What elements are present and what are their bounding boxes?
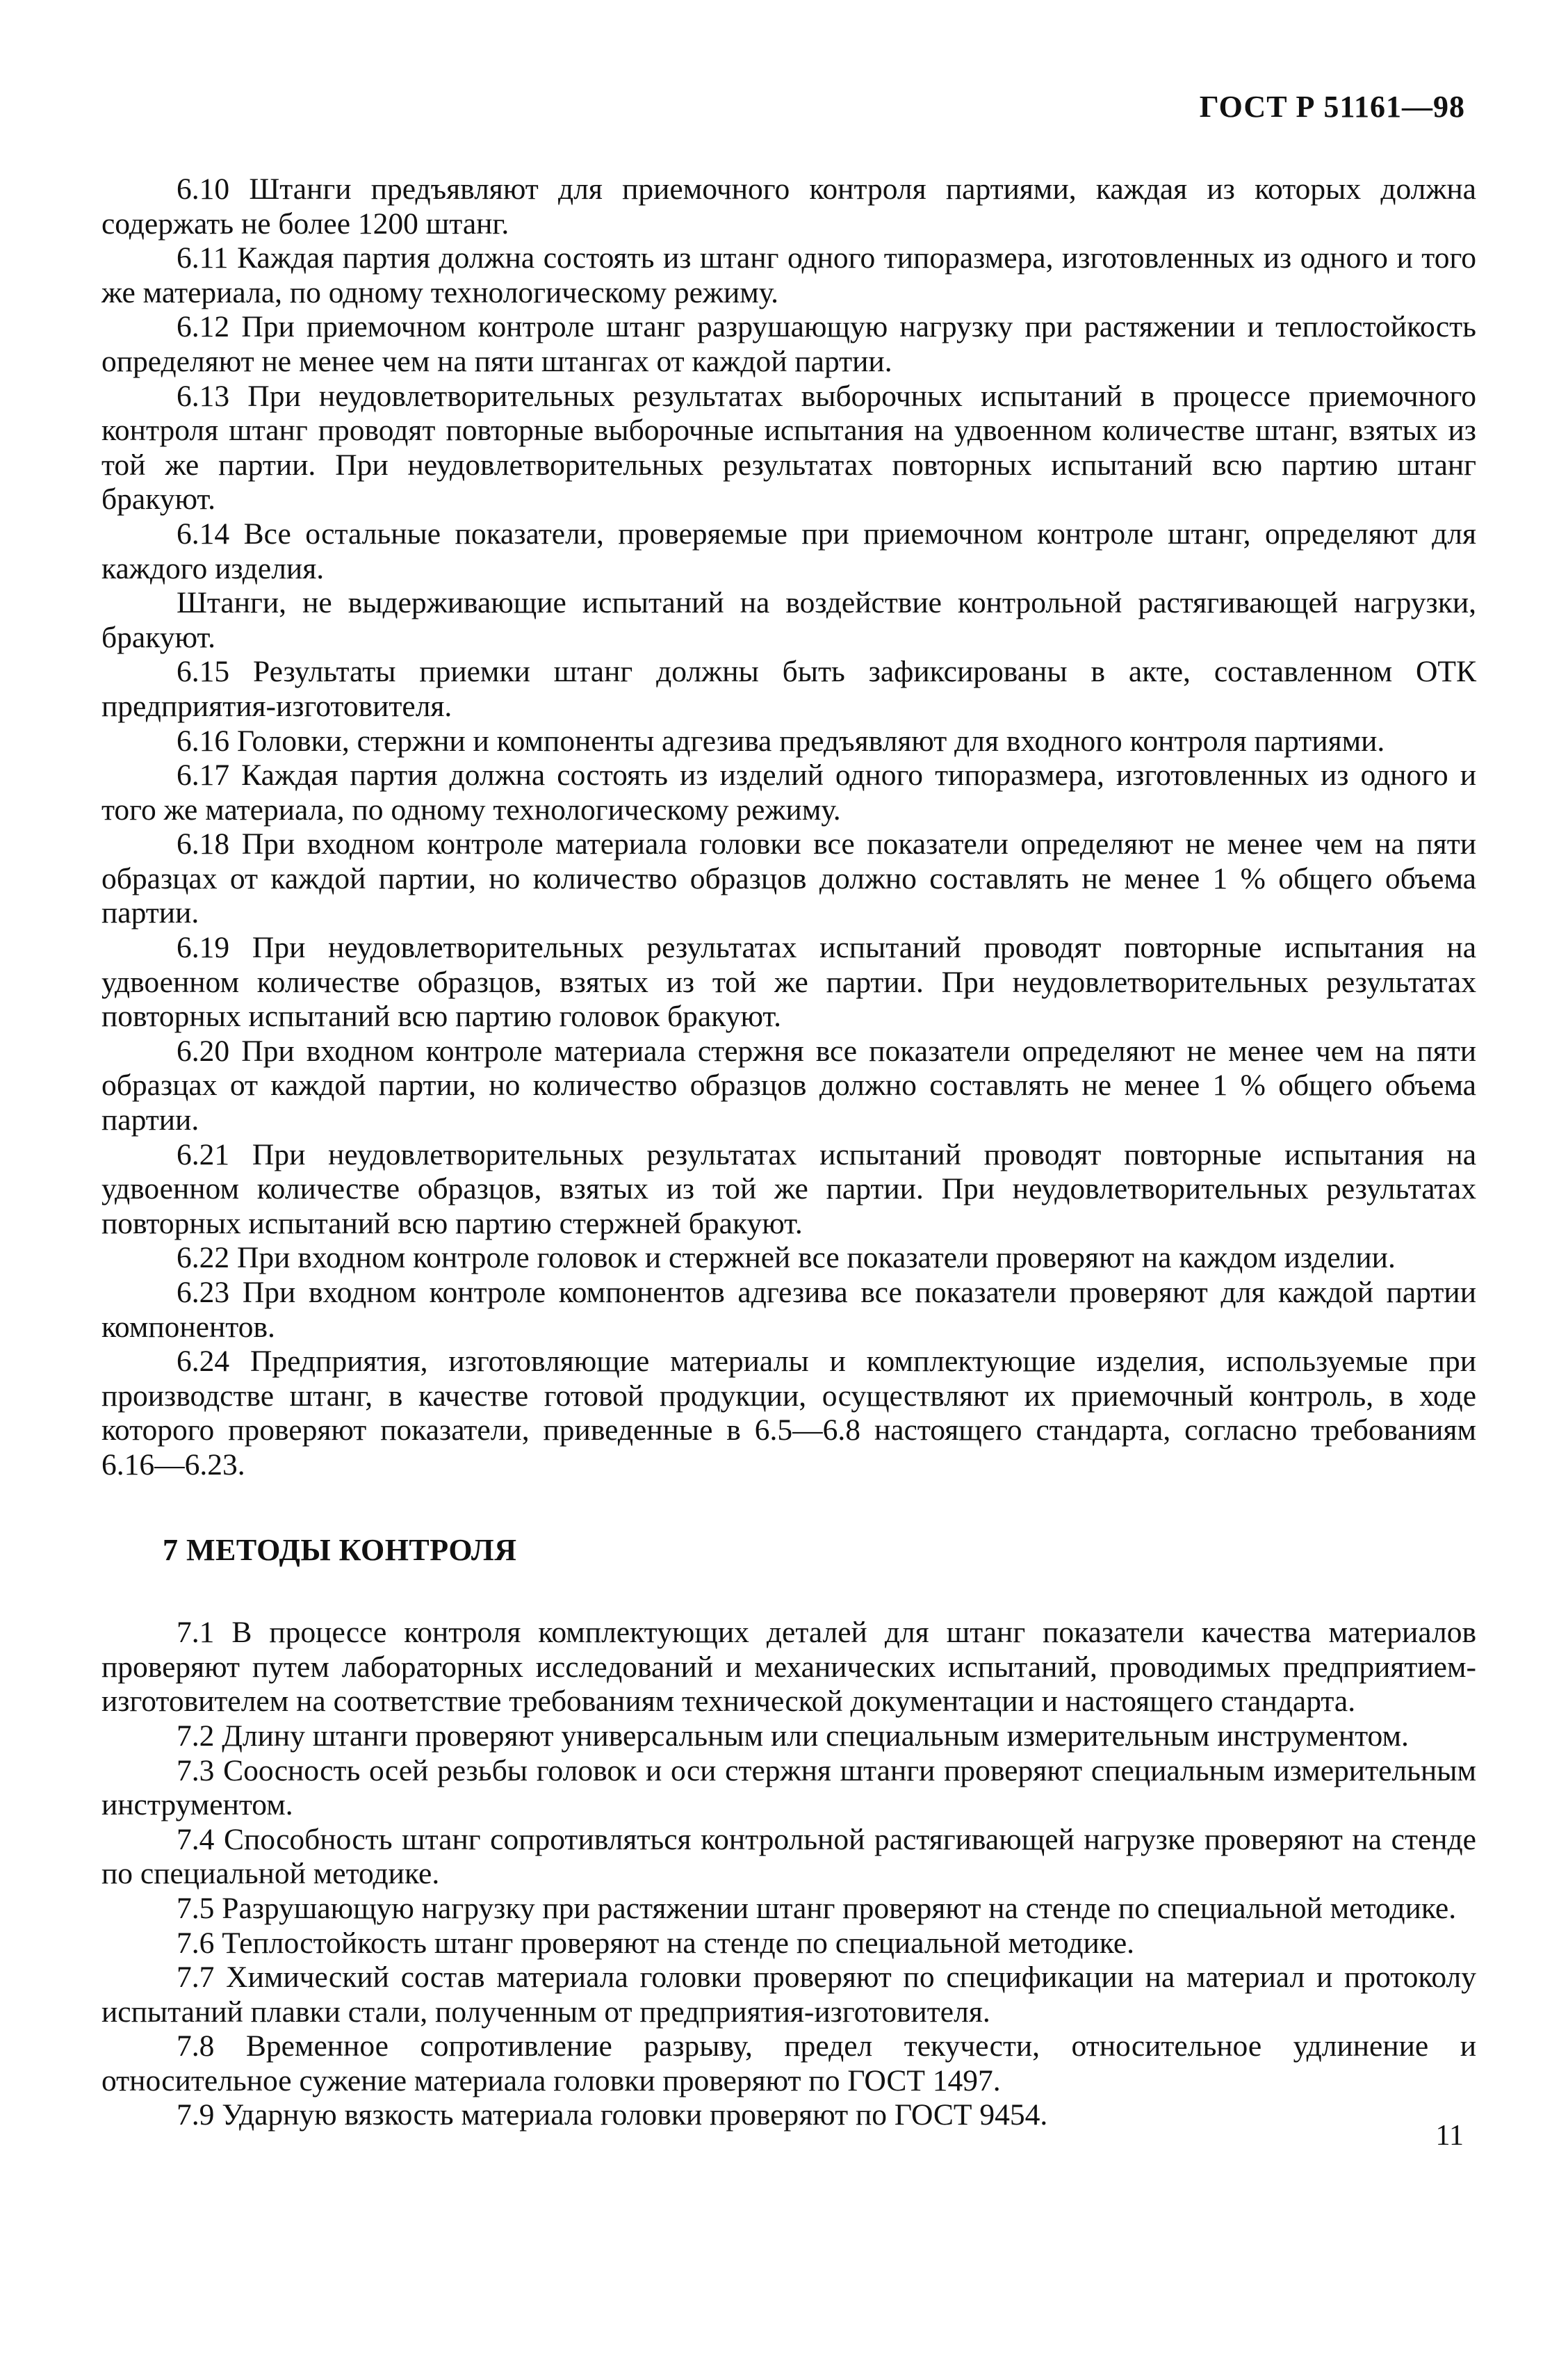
- paragraph-6-22: 6.22 При входном контроле головок и стержней все показатели проверяют на каждом изделии.: [177, 1241, 1396, 1275]
- paragraph-7-4: 7.4 Способность штанг сопротивляться контрольной растягивающей нагрузке проверяют на стенде по специальной методике.: [101, 1822, 1476, 1891]
- paragraph-6-16: 6.16 Головки, стержни и компоненты адгезива предъявляют для входного контроля партиями.: [177, 724, 1385, 758]
- paragraph-6-13: 6.13 При неудовлетворительных результатах выборочных испытаний в процессе приемочного контроля штанг проводят повторные выборочные испытания на удвоенном количестве штанг, взятых из той же партии. При неудовлетворительных результатах повторных испытаний всю партию штанг бракуют.: [101, 379, 1476, 517]
- paragraph-6-12: 6.12 При приемочном контроле штанг разрушающую нагрузку при растяжении и теплостойкость определяют не менее чем на пяти штангах от каждой партии.: [101, 310, 1476, 378]
- paragraph-6-23: 6.23 При входном контроле компонентов адгезива все показатели проверяют для каждой партии компонентов.: [101, 1276, 1476, 1344]
- paragraph-7-9: 7.9 Ударную вязкость материала головки проверяют по ГОСТ 9454.: [177, 2098, 1048, 2132]
- document-header: ГОСТ Р 51161—98: [1199, 90, 1465, 124]
- paragraph-7-5: 7.5 Разрушающую нагрузку при растяжении штанг проверяют на стенде по специальной методике.: [177, 1891, 1457, 1925]
- paragraph-6-15: 6.15 Результаты приемки штанг должны быть зафиксированы в акте, составленном ОТК предприятия-изготовителя.: [101, 655, 1476, 723]
- paragraph-7-3: 7.3 Соосность осей резьбы головок и оси стержня штанги проверяют специальным измерительным инструментом.: [101, 1753, 1476, 1822]
- paragraph-6-18: 6.18 При входном контроле материала головки все показатели определяют не менее чем на пяти образцах от каждой партии, но количество образцов должно составлять не менее 1 % общего объема партии.: [101, 827, 1476, 930]
- paragraph-7-6: 7.6 Теплостойкость штанг проверяют на стенде по специальной методике.: [177, 1926, 1135, 1960]
- paragraph-7-1: 7.1 В процессе контроля комплектующих деталей для штанг показатели качества материалов проверяют путем лабораторных исследований и механических испытаний, проводимых предприятием-изготовителем на соответствие требованиям технической документации и настоящего стандарта.: [101, 1616, 1476, 1719]
- paragraph-7-2: 7.2 Длину штанги проверяют универсальным или специальным измерительным инструментом.: [177, 1719, 1409, 1753]
- page-number: 11: [1435, 2120, 1464, 2152]
- paragraph-6-20: 6.20 При входном контроле материала стержня все показатели определяют не менее чем на пяти образцах от каждой партии, но количество образцов должно составлять не менее 1 % общего объема партии.: [101, 1034, 1476, 1137]
- paragraph-6-19: 6.19 При неудовлетворительных результатах испытаний проводят повторные испытания на удвоенном количестве образцов, взятых из той же партии. При неудовлетворительных результатах повторных испытаний всю партию головок бракуют.: [101, 931, 1476, 1034]
- paragraph-6-10: 6.10 Штанги предъявляют для приемочного контроля партиями, каждая из которых должна содержать не более 1200 штанг.: [101, 172, 1476, 241]
- paragraph-6-17: 6.17 Каждая партия должна состоять из изделий одного типоразмера, изготовленных из одного и того же материала, по одному технологическому режиму.: [101, 758, 1476, 827]
- paragraph-6-14: 6.14 Все остальные показатели, проверяемые при приемочном контроле штанг, определяют для каждого изделия.: [101, 517, 1476, 585]
- section-title-7: 7 МЕТОДЫ КОНТРОЛЯ: [163, 1532, 517, 1567]
- paragraph-6-21: 6.21 При неудовлетворительных результатах испытаний проводят повторные испытания на удвоенном количестве образцов, взятых из той же партии. При неудовлетворительных результатах повторных испытаний всю партию стержней бракуют.: [101, 1137, 1476, 1240]
- document-body: [101, 172, 1476, 2133]
- paragraph-7-8: 7.8 Временное сопротивление разрыву, предел текучести, относительное удлинение и относительное сужение материала головки проверяют по ГОСТ 1497.: [101, 2029, 1476, 2097]
- paragraph-6-14-note: Штанги, не выдерживающие испытаний на воздействие контрольной растягивающей нагрузки, бракуют.: [101, 586, 1476, 654]
- paragraph-6-24: 6.24 Предприятия, изготовляющие материалы и комплектующие изделия, используемые при производстве штанг, в качестве готовой продукции, осуществляют их приемочный контроль, в ходе которого проверяют показатели, приведенные в 6.5—6.8 настоящего стандарта, согласно требованиям 6.16—6.23.: [101, 1345, 1476, 1482]
- paragraph-7-7: 7.7 Химический состав материала головки проверяют по спецификации на материал и протоколу испытаний плавки стали, полученным от предприятия-изготовителя.: [101, 1961, 1476, 2029]
- paragraph-6-11: 6.11 Каждая партия должна состоять из штанг одного типоразмера, изготовленных из одного и того же материала, по одному технологическому режиму.: [101, 241, 1476, 309]
